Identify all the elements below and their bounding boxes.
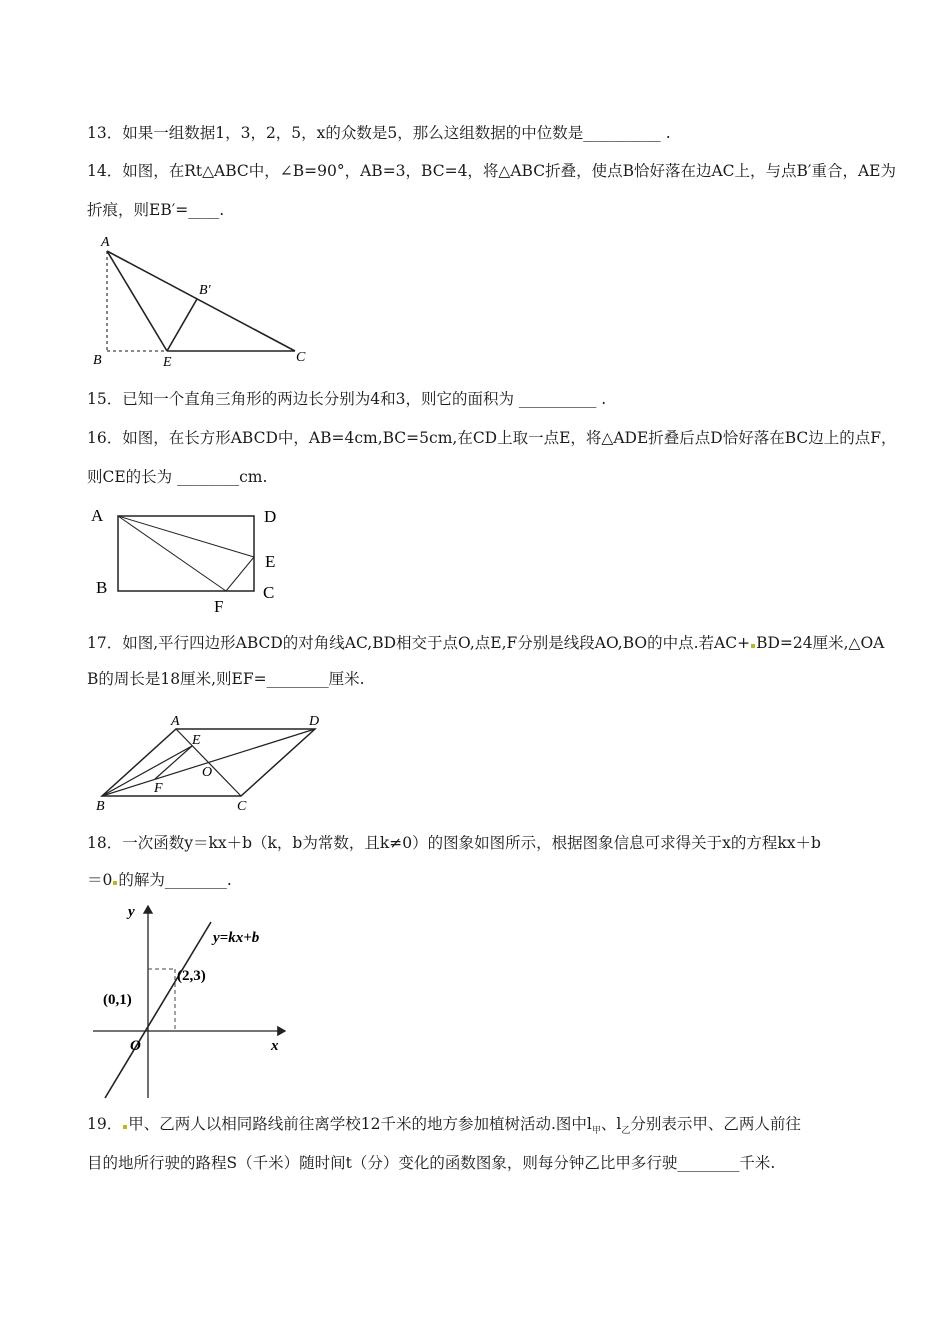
q17-line1-part2: BD=24厘米,△OA — [756, 634, 885, 652]
q19-number: 19． — [87, 1115, 123, 1133]
q19-ink-dot — [123, 1125, 127, 1129]
q14-line1: 14．如图，在Rt△ABC中，∠B=90°，AB=3，BC=4，将△ABC折叠，使点B恰好落在边AC上，与点B′重合，AE为 — [87, 162, 896, 180]
q16-rectangle-ABCD — [118, 516, 254, 591]
q17-label-O: O — [202, 765, 213, 780]
q17-ink-dot — [751, 644, 755, 648]
q16-line2: 则CE的长为 ________cm. — [87, 468, 268, 486]
q14-label-B: B — [93, 353, 102, 368]
q16-rectangle-figure — [85, 500, 305, 618]
q14-label-Bp: B′ — [199, 283, 211, 298]
q14-label-C: C — [296, 350, 306, 365]
q18-function-graph — [85, 898, 300, 1103]
q17-diagonal-BD — [102, 729, 315, 796]
q18-label-O: O — [130, 1038, 141, 1054]
q18-label-point-0-1: (0,1) — [103, 992, 132, 1008]
q17-line2: B的周长是18厘米,则EF=________厘米. — [87, 670, 365, 688]
q17-parallelogram-figure — [85, 708, 335, 816]
q17-label-B: B — [96, 799, 105, 814]
q18-line2 — [87, 869, 232, 891]
q16-line1: 16．如图，在长方形ABCD中，AB=4cm,BC=5cm,在CD上取一点E，将△ADE折叠后点D恰好落在BC边上的点F， — [87, 429, 897, 447]
q19-line1-mid: 、l — [600, 1115, 622, 1133]
q13-line1: 13．如果一组数据1，3，2，5，x的众数是5，那么这组数据的中位数是__________ . — [87, 124, 671, 142]
q17-line1-part1: 17．如图,平行四边形ABCD的对角线AC,BD相交于点O,点E,F分别是线段AO,BO的中点.若AC+ — [87, 634, 751, 652]
q14-label-A: A — [101, 235, 110, 250]
q18-label-x: x — [271, 1038, 279, 1054]
q18-ink-dot — [113, 881, 117, 885]
q17-label-A: A — [171, 714, 180, 729]
q19-subscript-yi: 乙 — [621, 1126, 631, 1137]
q19-line1-part2: 分别表示甲、乙两人前往 — [630, 1115, 801, 1133]
q16-segment-EF — [226, 557, 254, 591]
q18-function-line — [105, 922, 211, 1098]
q18-line2-part1: ＝0 — [87, 871, 113, 889]
q14-segment-AC — [107, 251, 295, 351]
q17-label-F: F — [154, 781, 163, 796]
q17-line1 — [87, 632, 884, 654]
q19-line2: 目的地所行驶的路程S（千米）随时间t（分）变化的函数图象，则每分钟乙比甲多行驶________千米. — [87, 1154, 776, 1172]
q14-triangle-figure — [85, 228, 325, 373]
q16-label-D: D — [264, 507, 277, 526]
q15-line1: 15．已知一个直角三角形的两边长分别为4和3，则它的面积为 __________ . — [87, 390, 607, 408]
q17-label-D: D — [309, 714, 320, 729]
q14-segment-AE — [107, 251, 167, 351]
q18-label-y: y — [128, 904, 135, 920]
q16-label-A: A — [91, 506, 104, 525]
q16-label-E: E — [265, 552, 276, 571]
q16-label-F: F — [214, 597, 224, 616]
q17-segment-BE — [102, 746, 192, 796]
q17-label-C: C — [237, 799, 247, 814]
q16-segment-AE — [118, 516, 254, 557]
q19-subscript-jia: 甲 — [591, 1126, 601, 1137]
q19-line1-part1: 甲、乙两人以相同路线前往离学校12千米的地方参加植树活动.图中l — [128, 1115, 592, 1133]
q17-label-E: E — [192, 733, 201, 748]
q18-label-point-2-3: (2,3) — [177, 968, 206, 984]
q19-line1 — [87, 1113, 801, 1142]
q18-line1: 18．一次函数y＝kx＋b（k，b为常数，且k≠0）的图象如图所示，根据图象信息可求得关于x的方程kx＋b — [87, 834, 821, 852]
q16-label-B: B — [96, 578, 108, 597]
q18-label-func: y=kx+b — [213, 930, 260, 946]
q14-label-E: E — [163, 355, 172, 370]
q18-line2-part2: 的解为________. — [118, 871, 232, 889]
q14-segment-EBp — [167, 299, 197, 351]
q16-label-C: C — [263, 583, 275, 602]
q14-line2: 折痕，则EB′=____. — [87, 201, 225, 219]
q16-segment-AF — [118, 516, 226, 591]
